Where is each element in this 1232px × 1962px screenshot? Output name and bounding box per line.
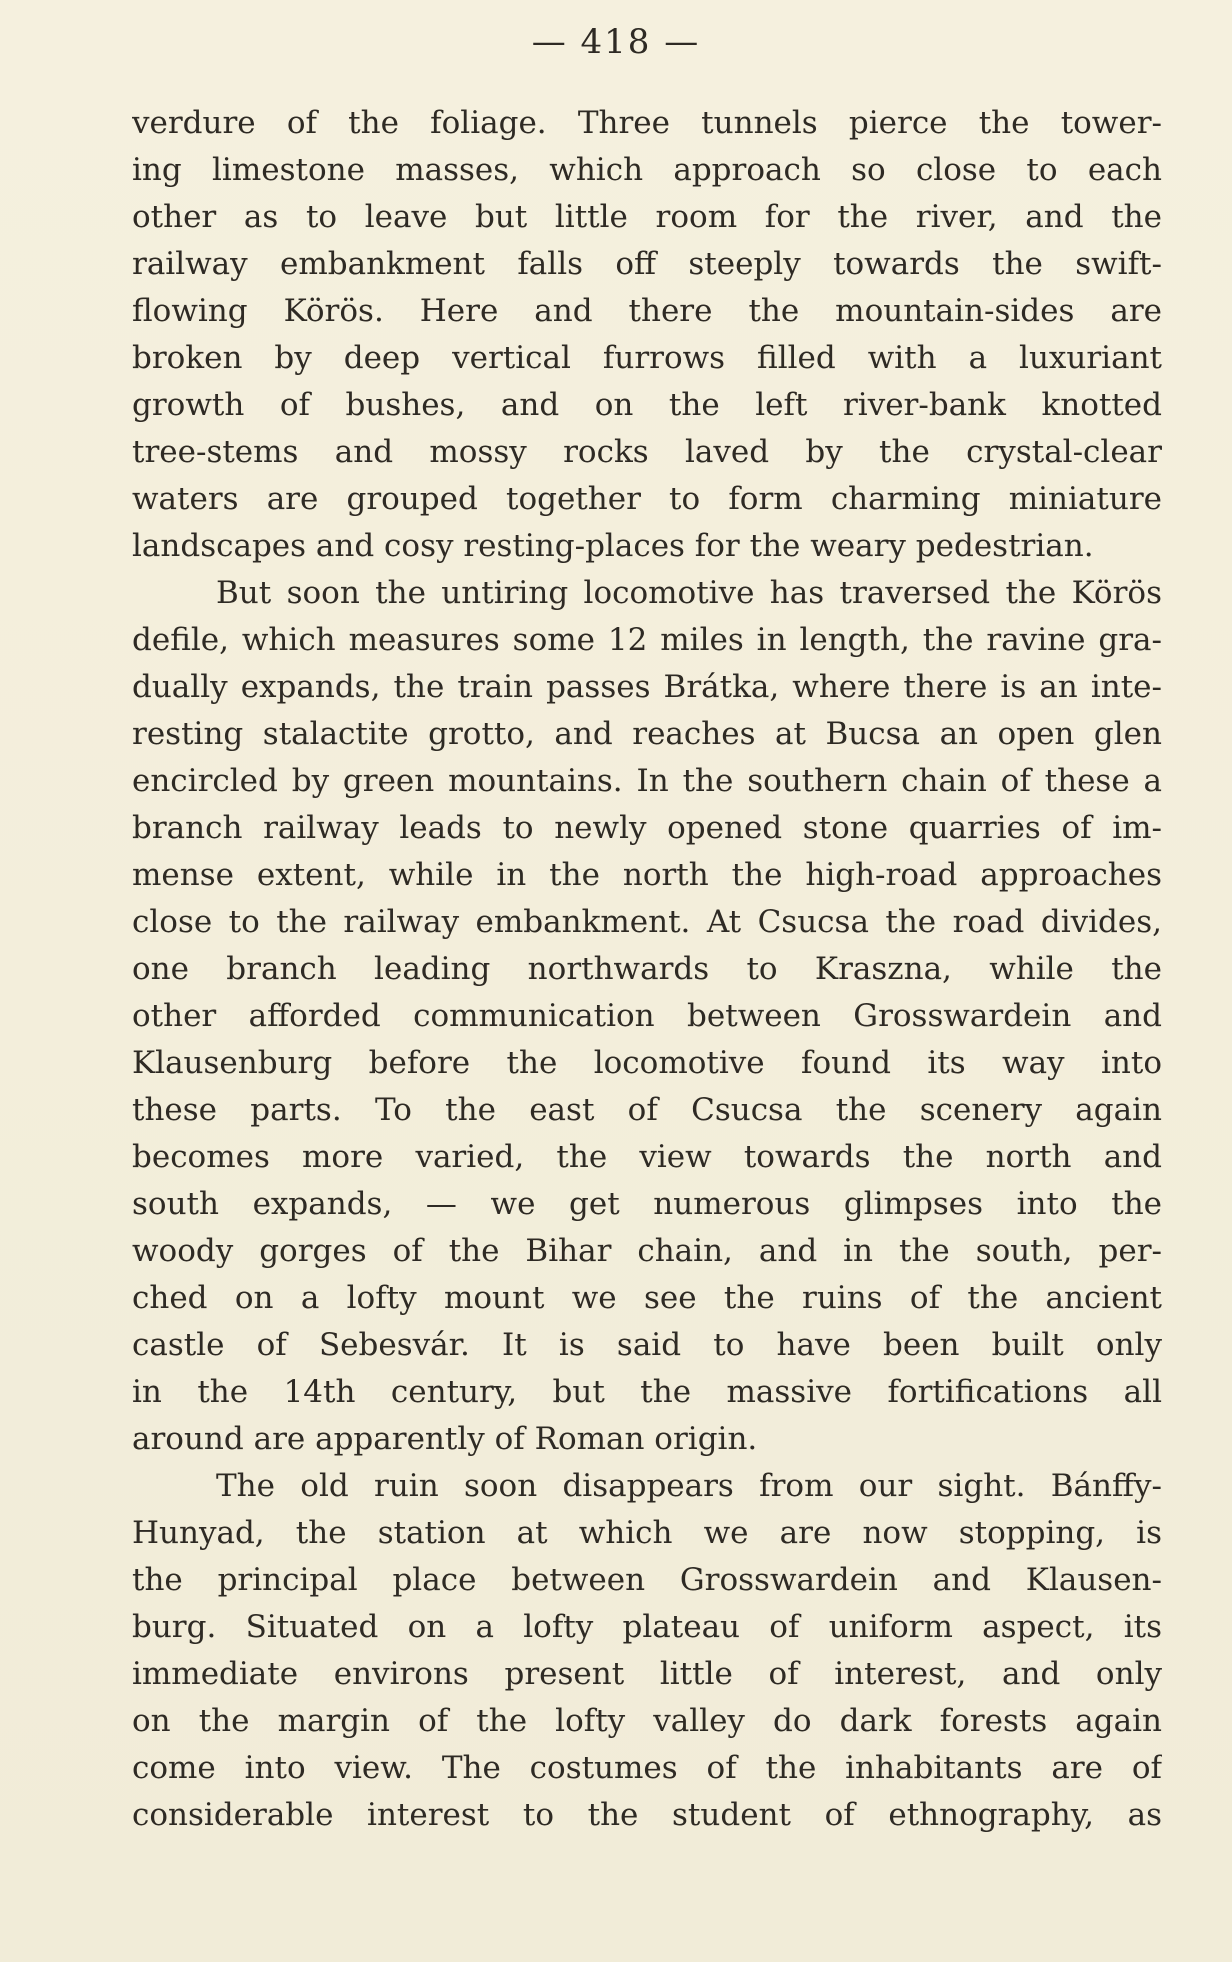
text-line: come into view. The costumes of the inhabitants are of	[132, 1750, 1162, 1786]
text-line: flowing Körös. Here and there the mountain-sides are	[132, 293, 1162, 329]
text-line: the principal place between Grosswardein and Klausen-	[132, 1562, 1162, 1598]
text-line: waters are grouped together to form charming miniature	[132, 481, 1162, 517]
text-line: The old ruin soon disappears from our sight. Bánffy-	[216, 1468, 1162, 1504]
text-line: close to the railway embankment. At Csucsa the road divides,	[132, 904, 1162, 940]
text-line: ched on a lofty mount we see the ruins of the ancient	[132, 1280, 1162, 1316]
text-line: dually expands, the train passes Brátka, where there is an inte-	[132, 669, 1162, 705]
text-line: But soon the untiring locomotive has traversed the Körös	[216, 575, 1162, 611]
text-line: growth of bushes, and on the left river-bank knotted	[132, 387, 1162, 423]
text-line: verdure of the foliage. Three tunnels pierce the tower-	[132, 105, 1162, 141]
text-line: Klausenburg before the locomotive found its way into	[132, 1045, 1162, 1081]
text-line: in the 14th century, but the massive fortifications all	[132, 1374, 1162, 1410]
text-line: immediate environs present little of interest, and only	[132, 1656, 1162, 1692]
text-line: these parts. To the east of Csucsa the scenery again	[132, 1092, 1162, 1128]
text-line: branch railway leads to newly opened stone quarries of im-	[132, 810, 1162, 846]
text-line: other as to leave but little room for the river, and the	[132, 199, 1162, 235]
text-line: railway embankment falls off steeply towards the swift-	[132, 246, 1162, 282]
text-line: around are apparently of Roman origin.	[132, 1421, 758, 1457]
text-line: Hunyad, the station at which we are now stopping, is	[132, 1515, 1162, 1551]
text-line: tree-stems and mossy rocks laved by the crystal-clear	[132, 434, 1162, 470]
paragraph	[132, 570, 1162, 1463]
text-line: encircled by green mountains. In the southern chain of these a	[132, 763, 1162, 799]
text-line: landscapes and cosy resting-places for the weary pedestrian.	[132, 528, 1094, 564]
text-line: mense extent, while in the north the high-road approaches	[132, 857, 1162, 893]
text-line: considerable interest to the student of ethnography, as	[132, 1797, 1162, 1833]
text-line: other afforded communication between Grosswardein and	[132, 998, 1162, 1034]
text-line: defile, which measures some 12 miles in length, the ravine gra-	[132, 622, 1162, 658]
body-text	[132, 100, 1162, 1839]
text-line: broken by deep vertical furrows filled with a luxuriant	[132, 340, 1162, 376]
text-line: south expands, — we get numerous glimpses into the	[132, 1186, 1162, 1222]
text-line: ing limestone masses, which approach so close to each	[132, 152, 1162, 188]
paragraph	[132, 1463, 1162, 1839]
text-line: woody gorges of the Bihar chain, and in the south, per-	[132, 1233, 1162, 1269]
text-line: castle of Sebesvár. It is said to have been built only	[132, 1327, 1162, 1363]
text-line: resting stalactite grotto, and reaches at Bucsa an open glen	[132, 716, 1162, 752]
text-line: burg. Situated on a lofty plateau of uniform aspect, its	[132, 1609, 1162, 1645]
text-line: one branch leading northwards to Kraszna, while the	[132, 951, 1162, 987]
text-line: on the margin of the lofty valley do dark forests again	[132, 1703, 1162, 1739]
page-number: — 418 —	[531, 22, 701, 62]
text-line: becomes more varied, the view towards the north and	[132, 1139, 1162, 1175]
paragraph	[132, 100, 1162, 570]
